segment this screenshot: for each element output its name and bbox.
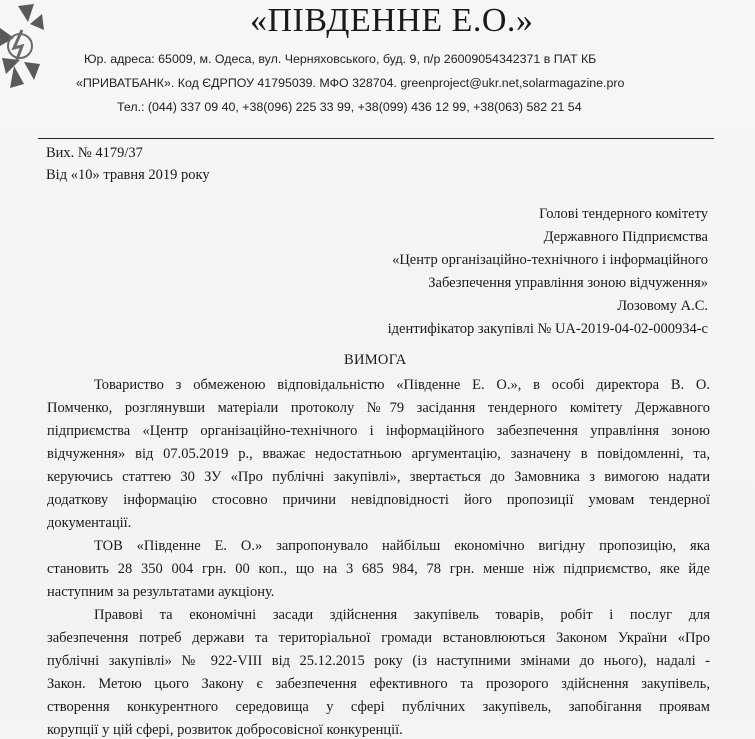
body-line: додаткову інформацію стосовно причини невідповідності його пропозиції умовам тендерної [47, 492, 710, 508]
company-bank-line: «ПРИВАТБАНК». Код ЄДРПОУ 41795039. МФО 328704. greenproject@ukr.net,solarmagazine.pro [76, 76, 625, 90]
addressee-line: Забезпечення управління зоною відчуження» [428, 275, 708, 291]
addressee-line: Голові тендерного комітету [539, 206, 708, 222]
body-line: корупції у цій сфері, розвиток добросовісної конкуренції. [47, 722, 403, 738]
body-line: ТОВ «Південне Е. О.» запропонувало найбільш економічно вигідну пропозицію, яка [94, 538, 710, 554]
addressee-line: Державного Підприємства [543, 229, 708, 245]
company-address-line: Юр. адреса: 65009, м. Одеса, вул. Черняховського, буд. 9, п/р 26009054342371 в ПАТ КБ [84, 52, 597, 66]
addressee-name: Лозовому А.С. [617, 298, 708, 314]
body-line: наступним за результатами аукціону. [47, 584, 275, 600]
company-logo-icon [0, 0, 48, 100]
document-title: ВИМОГА [344, 352, 407, 368]
body-line: відчуження» від 07.05.2019 р., вважає недостатньою аргументацію, зазначену в повідомленні, та, [47, 446, 710, 462]
company-name: «ПІВДЕННЕ Е.О.» [250, 2, 534, 39]
body-line: Товариство з обмеженою відповідальністю «Південне Е. О.», в особі директора В. О. [94, 377, 710, 393]
body-line: Закон. Метою цього Закону є забезпечення ефективного та прозорого здійснення закупівель, [47, 676, 710, 692]
body-line: створення конкурентного середовища у сфері публічних закупівель, запобігання проявам [47, 699, 710, 715]
company-phone-line: Тел.: (044) 337 09 40, +38(096) 225 33 99, +38(099) 436 12 99, +38(063) 582 21 54 [117, 100, 582, 114]
body-line: документації. [47, 515, 132, 531]
outgoing-date: Від «10» травня 2019 року [46, 167, 210, 183]
body-line: підприємства «Центр організаційно-технічного і інформаційного забезпечення управління зоною [47, 423, 710, 439]
body-line: Правові та економічні засади здійснення закупівель товарів, робіт і послуг для [94, 607, 710, 623]
body-line: становить 28 350 004 грн. 00 коп., що на 3 685 984, 78 грн. менше ніж підприємство, яке йде [47, 561, 710, 577]
procurement-id: ідентифікатор закупівлі № UA-2019-04-02-000934-c [387, 321, 708, 337]
body-line: керуючись статтею 30 ЗУ «Про публічні закупівлі», звертається до Замовника з вимогою надати [47, 469, 710, 485]
body-line: публічні закупівлі» № 922-VIII від 25.12.2015 року (із наступними змінами до нього), надалі - [47, 653, 710, 669]
header-divider [38, 138, 714, 139]
outgoing-number: Вих. № 4179/37 [46, 145, 143, 161]
body-line: забезпечення потреб держави та територіальної громади встановлюються Законом України «Про [47, 630, 710, 646]
body-line: Помченко, розглянувши матеріали протоколу №79 засідання тендерного комітету Державного [47, 400, 710, 416]
addressee-line: «Центр організаційно-технічного і інформаційного [392, 252, 708, 268]
